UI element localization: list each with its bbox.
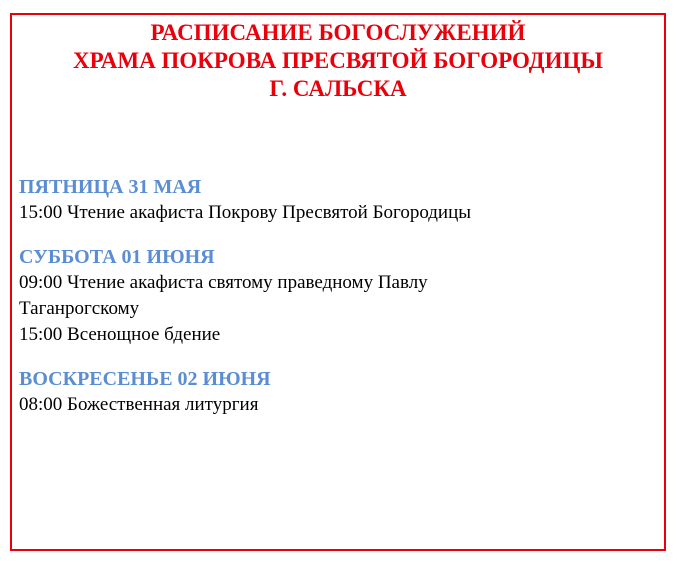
service-line: 08:00 Божественная литургия xyxy=(19,394,259,415)
schedule-title xyxy=(10,19,666,103)
day-heading: ВОСКРЕСЕНЬЕ 02 ИЮНЯ xyxy=(19,368,271,390)
title-line-3: Г. САЛЬСКА xyxy=(269,76,407,101)
title-line-2: ХРАМА ПОКРОВА ПРЕСВЯТОЙ БОГОРОДИЦЫ xyxy=(73,48,603,73)
day-heading: СУББОТА 01 ИЮНЯ xyxy=(19,246,215,268)
title-line-1: РАСПИСАНИЕ БОГОСЛУЖЕНИЙ xyxy=(150,20,526,45)
service-line: 15:00 Всенощное бдение xyxy=(19,324,221,345)
day-heading: ПЯТНИЦА 31 МАЯ xyxy=(19,176,202,198)
service-line: 09:00 Чтение акафиста святому праведному Павлу xyxy=(19,272,428,293)
day-sunday xyxy=(19,366,659,418)
day-saturday xyxy=(19,244,659,348)
schedule-list xyxy=(19,174,659,436)
service-line-continuation: Таганрогскому xyxy=(19,298,140,319)
service-line: 15:00 Чтение акафиста Покрову Пресвятой Богородицы xyxy=(19,202,472,223)
day-friday xyxy=(19,174,659,226)
